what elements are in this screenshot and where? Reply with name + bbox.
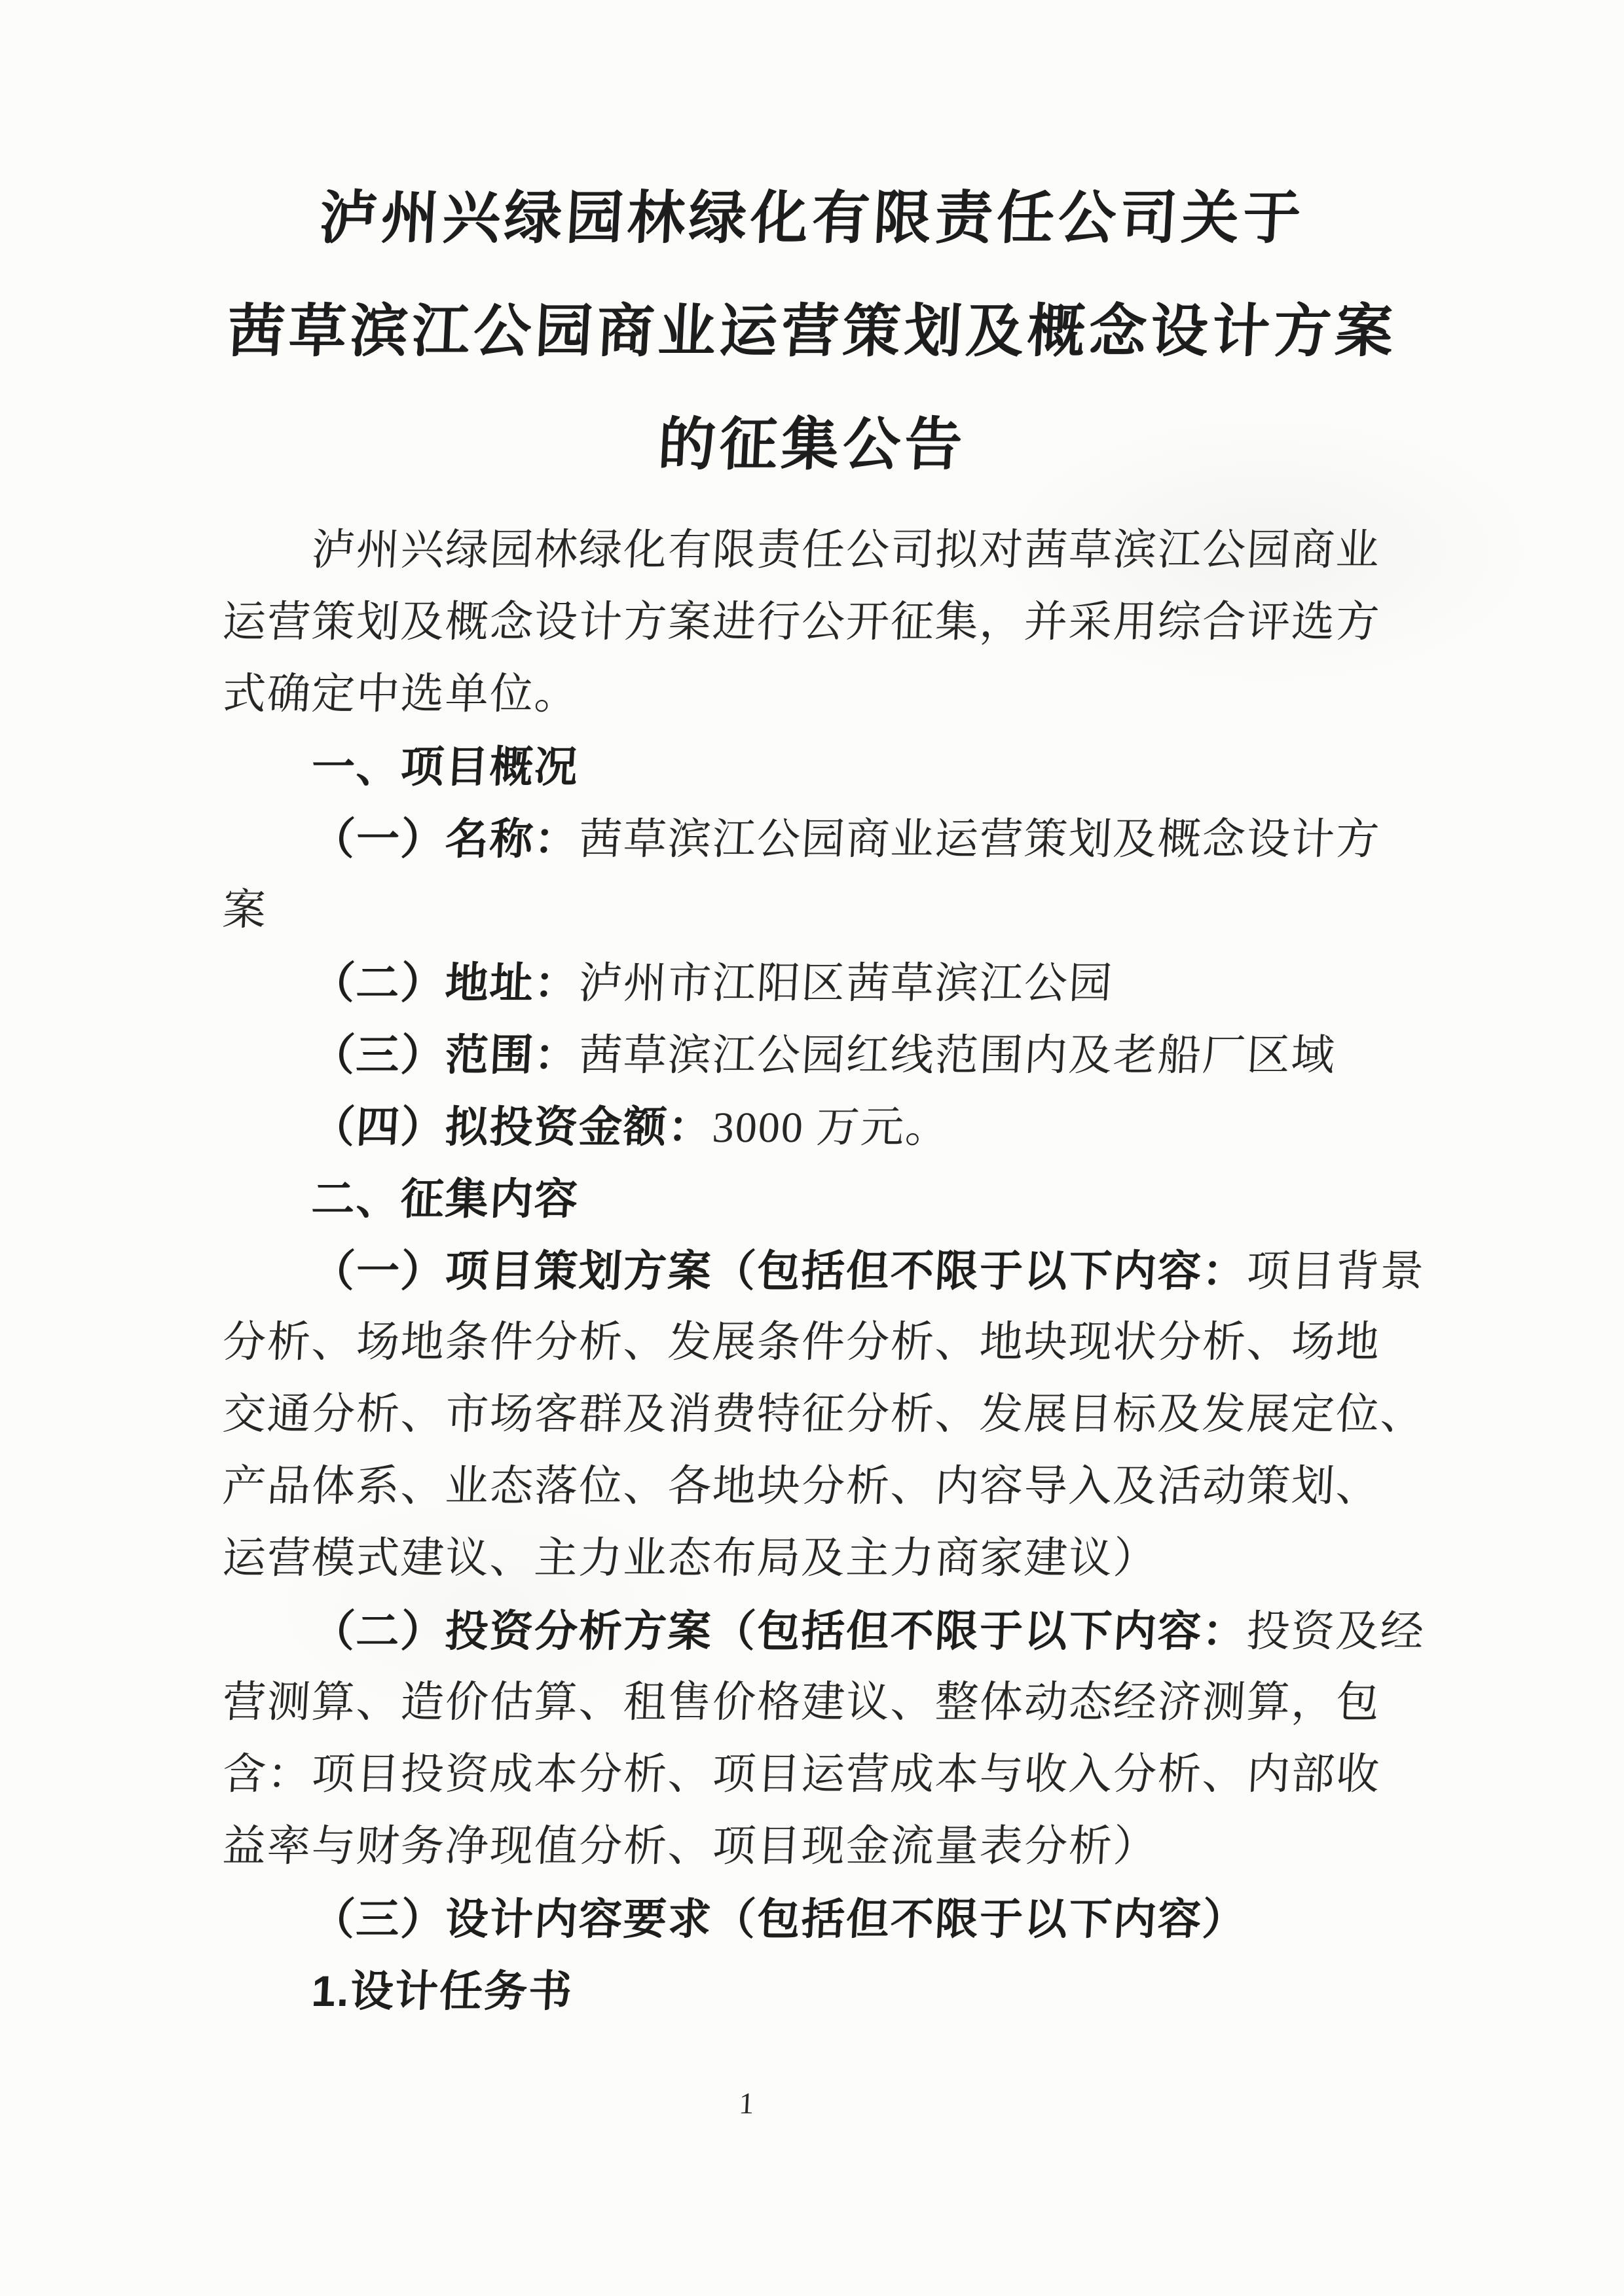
- body-text: 式确定中选单位。: [221, 670, 580, 718]
- emphasis-text: （三）设计内容要求（包括但不限于以下内容）: [310, 1895, 1248, 1943]
- emphasis-text: （三）范围：: [310, 1030, 580, 1079]
- body-text: 产品体系、业态落位、各地块分析、内容导入及活动策划、: [221, 1463, 1382, 1510]
- document-title: [0, 162, 1624, 502]
- document-body: [223, 515, 1428, 2027]
- body-line: [221, 1307, 1430, 1379]
- body-line: [221, 1523, 1430, 1595]
- body-line: [221, 875, 1430, 947]
- body-text: 运营策划及概念设计方案进行公开征集，并采用综合评选方: [221, 598, 1382, 646]
- emphasis-text: （二）投资分析方案（包括但不限于以下内容：: [310, 1607, 1248, 1655]
- body-text: 案: [221, 886, 268, 934]
- body-line: [221, 1811, 1430, 1883]
- body-line: [221, 803, 1430, 875]
- body-line: [221, 1955, 1430, 2027]
- body-line: [221, 1739, 1430, 1811]
- page-number: 1: [738, 2086, 755, 2120]
- body-text: 运营模式建议、主力业态布局及主力商家建议）: [221, 1535, 1159, 1582]
- body-text: 茜草滨江公园红线范围内及老船厂区域: [578, 1032, 1337, 1080]
- body-text: 泸州市江阳区茜草滨江公园: [578, 960, 1115, 1008]
- body-line: [221, 947, 1430, 1019]
- document-title-line: 泸州兴绿园林绿化有限责任公司关于: [318, 187, 1306, 251]
- emphasis-text: （二）地址：: [310, 958, 580, 1007]
- body-text: 益率与财务净现值分析、项目现金流量表分析）: [221, 1823, 1159, 1870]
- body-line: [221, 515, 1430, 587]
- body-line: [221, 659, 1430, 731]
- body-line: [221, 1595, 1430, 1667]
- body-line: [221, 587, 1430, 659]
- body-line: [221, 1163, 1430, 1235]
- body-line: [221, 1451, 1430, 1523]
- body-text: 分析、场地条件分析、发展条件分析、地块现状分析、场地: [221, 1319, 1382, 1366]
- body-line: [221, 1091, 1430, 1163]
- body-text: 茜草滨江公园商业运营策划及概念设计方: [578, 816, 1382, 864]
- emphasis-text: 一、项目概况: [310, 742, 580, 791]
- emphasis-text: 二、征集内容: [310, 1175, 580, 1223]
- body-text: 营测算、造价估算、租售价格建议、整体动态经济测算，包: [221, 1679, 1382, 1726]
- body-line: [221, 1667, 1430, 1739]
- body-text: 3000 万元。: [711, 1104, 951, 1152]
- emphasis-text: 1.设计任务书: [310, 1967, 574, 2015]
- body-line: [221, 731, 1430, 803]
- body-text: 投资及经: [1246, 1608, 1426, 1656]
- body-line: [221, 1883, 1430, 1955]
- body-text: 项目背景: [1246, 1248, 1426, 1296]
- document-title-line: 茜草滨江公园商业运营策划及概念设计方案: [225, 301, 1399, 364]
- body-line: [221, 1019, 1430, 1091]
- emphasis-text: （四）拟投资金额：: [310, 1102, 714, 1151]
- emphasis-text: （一）项目策划方案（包括但不限于以下内容：: [310, 1247, 1248, 1295]
- body-text: 含：项目投资成本分析、项目运营成本与收入分析、内部收: [221, 1751, 1382, 1798]
- body-line: [221, 1379, 1430, 1451]
- body-text: 交通分析、市场客群及消费特征分析、发展目标及发展定位、: [221, 1391, 1426, 1438]
- document-title-line: 的征集公告: [656, 414, 968, 477]
- body-text: 泸州兴绿园林绿化有限责任公司拟对茜草滨江公园商业: [310, 526, 1382, 574]
- body-line: [221, 1235, 1430, 1307]
- emphasis-text: （一）名称：: [310, 814, 580, 863]
